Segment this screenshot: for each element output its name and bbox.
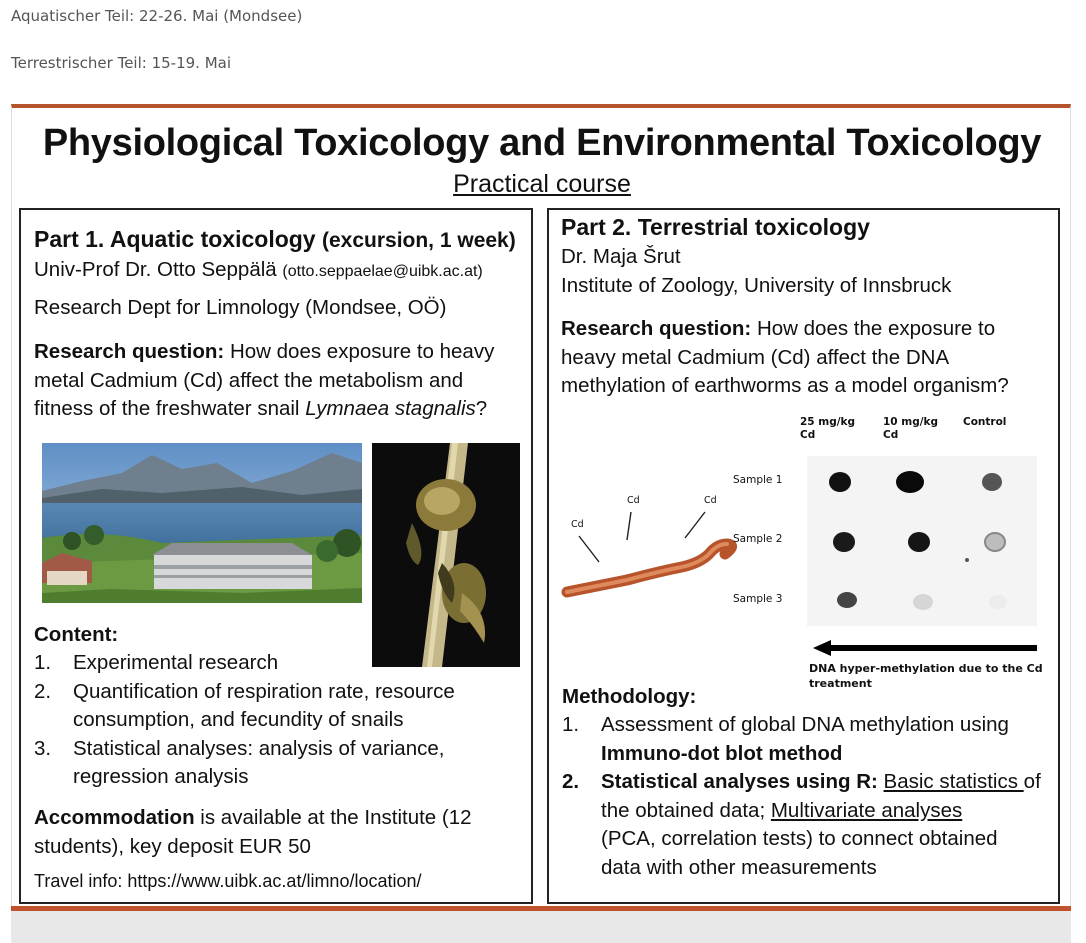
mondsee-institute-photo [42, 443, 362, 603]
blot-caption: DNA hyper-methylation due to the Cd treatment [809, 662, 1043, 690]
cd-label: Cd [704, 495, 717, 506]
part1-person: Univ-Prof Dr. Otto Seppälä (otto.seppaelae@uibk.ac.at) [34, 258, 483, 281]
part2-person: Dr. Maja Šrut [561, 245, 681, 268]
worm-blot-graphic [557, 420, 1047, 690]
terrestrial-dates-text: Terrestrischer Teil: 15-19. Mai [11, 54, 231, 72]
course-poster [11, 104, 1071, 912]
poster-title: Physiological Toxicology and Environmental Toxicology [42, 122, 1042, 164]
part1-heading: Part 1. Aquatic toxicology (excursion, 1 week) [34, 226, 516, 252]
cd-label: Cd [571, 519, 584, 530]
part2-research-question: Research question: How does the exposure to heavy metal Cadmium (Cd) affect the DNA methylation of earthworms as a model organism? [561, 317, 1009, 397]
sample-3-label: Sample 3 [733, 593, 783, 605]
poster-subtitle: Practical course [453, 170, 631, 198]
part1-content-list [34, 649, 524, 792]
part1-email: (otto.seppaelae@uibk.ac.at) [282, 263, 483, 280]
snail-photo [372, 443, 520, 667]
list-item: 2. Statistical analyses using R: Basic statistics of the obtained data; Multivariate analyses (PCA, correlation tests) to connect obtained data with other measurements [562, 770, 1041, 879]
part1-travel-info: Travel info: https://www.uibk.ac.at/limno/location/ [34, 871, 422, 891]
list-item: 3. Statistical analyses: analysis of variance, regression analysis [34, 736, 445, 788]
methodology-heading: Methodology: [562, 685, 697, 708]
list-item: 1. Assessment of global DNA methylation using Immuno-dot blot method [562, 713, 1009, 765]
list-item: 2. Quantification of respiration rate, resource consumption, and fecundity of snails [34, 679, 455, 731]
part1-content-heading: Content: [34, 623, 119, 646]
part2-box [547, 208, 1060, 904]
dot-blot-figure: 25 mg/kg Cd 10 mg/kg Cd Control Sample 1 Sample 2 Sample 3 Cd Cd Cd DNA hyper-methylation due to the Cd treatment [557, 420, 1047, 690]
part2-heading: Part 2. Terrestrial toxicology [561, 214, 870, 240]
sample-1-label: Sample 1 [733, 474, 783, 486]
part2-institute: Institute of Zoology, University of Innsbruck [561, 274, 952, 297]
cd-label: Cd [627, 495, 640, 506]
aquatic-dates-text: Aquatischer Teil: 22-26. Mai (Mondsee) [11, 7, 303, 25]
page-footer-strip [11, 911, 1071, 943]
list-item: 1. Experimental research [34, 651, 279, 674]
part1-research-question: Research question: How does exposure to heavy metal Cadmium (Cd) affect the metabolism and fitness of the freshwater snail Lymnaea stagnalis? [34, 340, 495, 420]
part1-department: Research Dept for Limnology (Mondsee, OÖ) [34, 296, 447, 319]
part1-accommodation: Accommodation is available at the Institute (12 students), key deposit EUR 50 [34, 806, 472, 858]
sample-2-label: Sample 2 [733, 533, 783, 545]
methodology-list [562, 711, 1057, 882]
part1-box [19, 208, 533, 904]
